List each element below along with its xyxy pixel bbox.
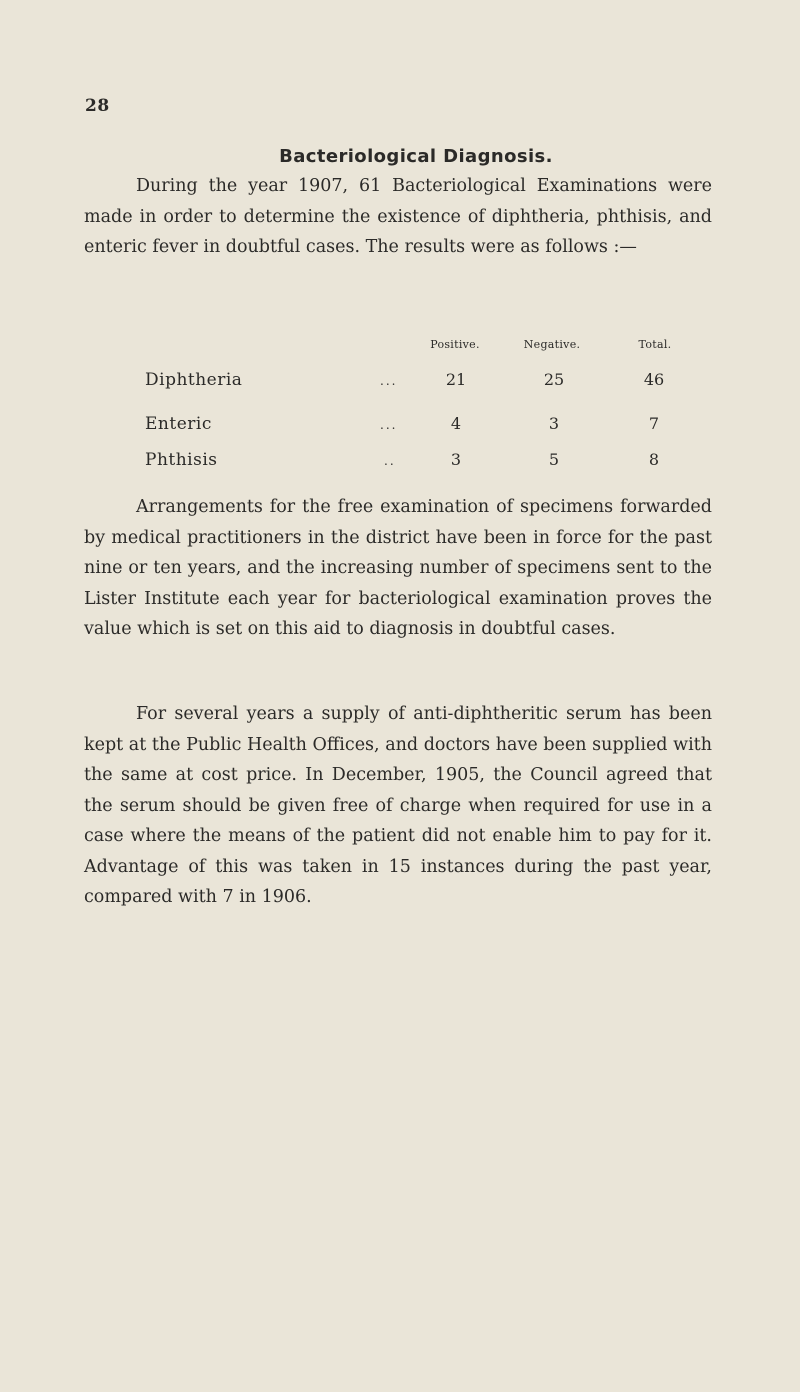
dot-leader: ..	[384, 454, 396, 468]
row-label: Phthisis	[145, 450, 218, 470]
dot-leader: ...	[380, 374, 398, 388]
row-label: Enteric	[145, 414, 212, 434]
arrangements-paragraph: Arrangements for the free examination of specimens forwarded by medical practitioners in the district have been in force for the past nine or ten years, and the increasing number of specimens sent to the Lister Institute each year for bacteriological examination proves the value which is set on this aid to diagnosis in doubtful cases.	[84, 497, 712, 639]
cell-negative: 25	[543, 370, 565, 389]
results-table	[0, 338, 800, 478]
section-heading: Bacteriological Diagnosis.	[279, 146, 553, 167]
cell-positive: 4	[450, 414, 462, 433]
cell-positive: 21	[445, 370, 467, 389]
cell-negative: 3	[548, 414, 560, 433]
cell-total: 7	[648, 414, 660, 433]
column-header-total: Total.	[638, 338, 672, 351]
cell-negative: 5	[548, 450, 560, 469]
dot-leader: ...	[380, 418, 398, 432]
serum-paragraph: For several years a supply of anti-diphtheritic serum has been kept at the Public Health Offices, and doctors have been supplied with the same at cost price. In December, 1905, the Council agreed that the serum should be given free of charge when required for use in a case where the means of the patient did not enable him to pay for it. Advantage of this was taken in 15 instances during the past year, compared with 7 in 1906.	[84, 704, 712, 907]
column-header-positive: Positive.	[430, 338, 480, 351]
cell-total: 46	[643, 370, 665, 389]
cell-total: 8	[648, 450, 660, 469]
intro-paragraph: During the year 1907, 61 Bacteriological Examinations were made in order to determine the existence of diphtheria, phthisis, and enteric fever in doubtful cases. The results were as follows :—	[84, 176, 712, 257]
column-header-negative: Negative.	[523, 338, 581, 351]
row-label: Diphtheria	[145, 370, 243, 390]
cell-positive: 3	[450, 450, 462, 469]
page-number: 28	[85, 96, 110, 116]
